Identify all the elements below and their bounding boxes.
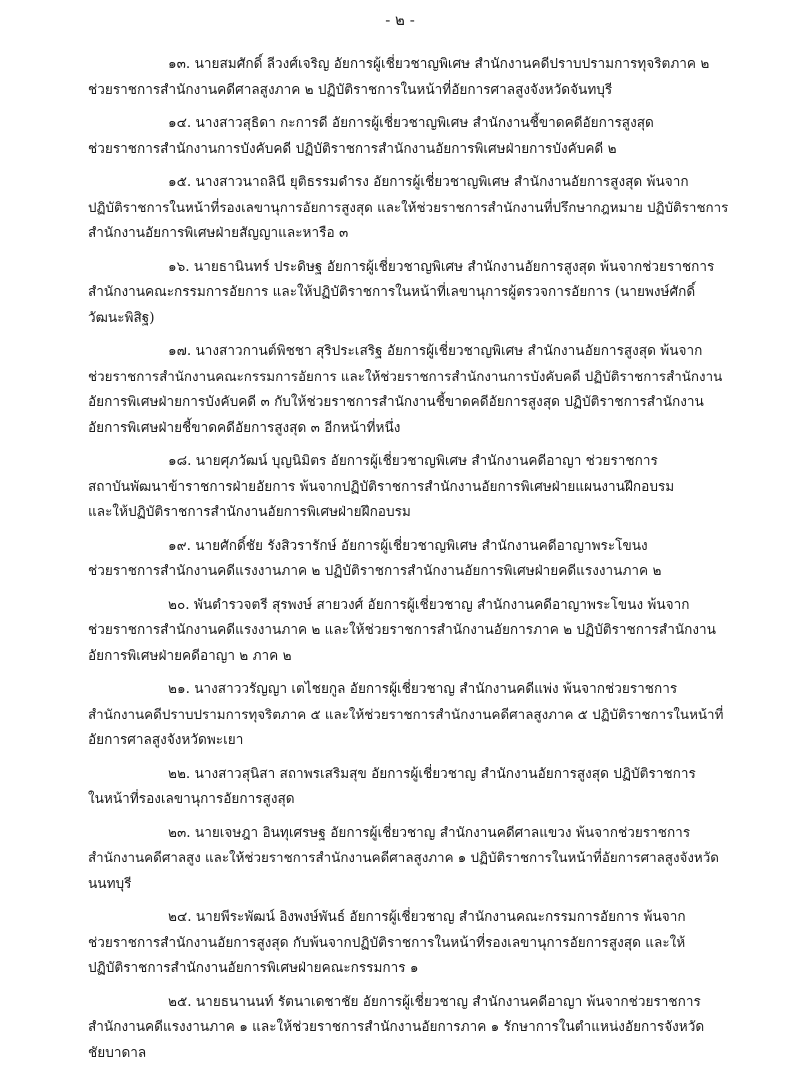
item-line: ๒๓. นายเจษฎา อินทุเศรษฐ อัยการผู้เชี่ยวชาญ สำนักงานคดีศาลแขวง พ้นจากช่วยราชการ: [168, 824, 691, 841]
list-item: [88, 677, 728, 754]
list-item: [88, 821, 728, 898]
list-item: [88, 905, 728, 982]
item-line: ช่วยราชการสำนักงานการบังคับคดี ปฏิบัติราชการสำนักงานอัยการพิเศษฝ่ายการบังคับคดี ๒: [88, 140, 617, 157]
list-item: [88, 339, 728, 441]
list-item: [88, 255, 728, 332]
item-line: สำนักงานคดีแรงงานภาค ๑ และให้ช่วยราชการสำนักงานอัยการภาค ๑ รักษาการในตำแหน่งอัยการจังหวัด: [88, 1019, 705, 1035]
item-line: ๑๓. นายสมศักดิ์ ลีวงศ์เจริญ อัยการผู้เชี่ยวชาญพิเศษ สำนักงานคดีปราบปรามการทุจริตภาค ๒: [168, 56, 710, 72]
document-body: [88, 52, 728, 1074]
list-item: [88, 111, 728, 162]
item-line: ๑๗. นางสาวกานต์พิชชา สุริประเสริฐ อัยการผู้เชี่ยวชาญพิเศษ สำนักงานอัยการสูงสุด พ้นจาก: [168, 343, 703, 359]
list-item: [88, 52, 728, 103]
item-line: สถาบันพัฒนาข้าราชการฝ่ายอัยการ พ้นจากปฏิบัติราชการสำนักงานอัยการพิเศษฝ่ายแผนงานฝึกอบรม: [88, 478, 675, 495]
item-line: ในหน้าที่รองเลขานุการอัยการสูงสุด: [88, 791, 295, 807]
list-item: [88, 762, 728, 813]
item-line: อัยการพิเศษฝ่ายชี้ขาดคดีอัยการสูงสุด ๓ อีกหน้าที่หนึ่ง: [88, 419, 401, 436]
item-line: ๑๖. นายธานินทร์ ประดิษฐ อัยการผู้เชี่ยวชาญพิเศษ สำนักงานอัยการสูงสุด พ้นจากช่วยราชการ: [168, 258, 715, 275]
list-item: [88, 593, 728, 670]
item-line: ๒๐. พันตำรวจตรี สุรพงษ์ สายวงศ์ อัยการผู้เชี่ยวชาญ สำนักงานคดีอาญาพระโขนง พ้นจาก: [168, 596, 690, 613]
item-line: ชัยบาดาล: [88, 1044, 147, 1061]
item-line: ๑๔. นางสาวสุธิดา กะการดี อัยการผู้เชี่ยวชาญพิเศษ สำนักงานชี้ขาดคดีอัยการสูงสุด: [168, 115, 654, 131]
item-line: สำนักงานอัยการพิเศษฝ่ายสัญญาและหารือ ๓: [88, 225, 349, 241]
item-line: ปฏิบัติราชการในหน้าที่รองเลขานุการอัยการสูงสุด และให้ช่วยราชการสำนักงานที่ปรึกษากฎหมาย ปฏิบัติราชการ: [88, 200, 729, 216]
page-number: - ๒ -: [385, 11, 415, 29]
item-line: ๒๔. นายพีระพัฒน์ อิงพงษ์พันธ์ อัยการผู้เชี่ยวชาญ สำนักงานคณะกรรมการอัยการ พ้นจาก: [168, 909, 686, 925]
list-item: [88, 990, 728, 1067]
item-line: ๑๕. นางสาวนาถลินี ยุติธรรมดำรง อัยการผู้เชี่ยวชาญพิเศษ สำนักงานอัยการสูงสุด พ้นจาก: [168, 174, 689, 190]
item-line: ๑๘. นายศุภวัฒน์ บุญนิมิตร อัยการผู้เชี่ยวชาญพิเศษ สำนักงานคดีอาญา ช่วยราชการ: [168, 453, 658, 469]
item-line: ช่วยราชการสำนักงานอัยการสูงสุด กับพ้นจากปฏิบัติราชการในหน้าที่รองเลขานุการอัยการสูงสุด และให้: [88, 934, 686, 951]
item-line: ช่วยราชการสำนักงานคดีแรงงานภาค ๒ ปฏิบัติราชการสำนักงานอัยการพิเศษฝ่ายคดีแรงงานภาค ๒: [88, 563, 662, 579]
item-line: อัยการพิเศษฝ่ายคดีอาญา ๒ ภาค ๒: [88, 647, 292, 664]
item-line: ๒๒. นางสาวสุนิสา สถาพรเสริมสุข อัยการผู้เชี่ยวชาญ สำนักงานอัยการสูงสุด ปฏิบัติราชการ: [168, 765, 696, 782]
item-line: วัฒนะพิสิฐ): [88, 309, 155, 326]
list-item: [88, 449, 728, 526]
list-item: [88, 534, 728, 585]
list-item: [88, 170, 728, 247]
item-line: นนทบุรี: [88, 875, 132, 892]
item-line: สำนักงานคณะกรรมการอัยการ และให้ปฏิบัติราชการในหน้าที่เลขานุการผู้ตรวจการอัยการ (นายพงษ์ศักดิ์: [88, 284, 696, 300]
item-line: อัยการศาลสูงจังหวัดพะเยา: [88, 732, 244, 748]
item-line: ช่วยราชการสำนักงานคณะกรรมการอัยการ และให้ช่วยราชการสำนักงานการบังคับคดี ปฏิบัติราชการสำนักงาน: [88, 369, 723, 385]
item-line: ปฏิบัติราชการสำนักงานอัยการพิเศษฝ่ายคณะกรรมการ ๑: [88, 960, 419, 976]
item-line: ๑๙. นายศักดิ์ชัย รังสิวรารักษ์ อัยการผู้เชี่ยวชาญพิเศษ สำนักงานคดีอาญาพระโขนง: [168, 537, 648, 554]
item-line: อัยการพิเศษฝ่ายการบังคับคดี ๓ กับให้ช่วยราชการสำนักงานชี้ขาดคดีอัยการสูงสุด ปฏิบัติราชการสำนักงาน: [88, 394, 704, 410]
item-line: ๒๑. นางสาววรัญญา เตไชยกูล อัยการผู้เชี่ยวชาญ สำนักงานคดีแพ่ง พ้นจากช่วยราชการ: [168, 681, 678, 697]
item-line: ๒๕. นายธนานนท์ รัตนาเดชาชัย อัยการผู้เชี่ยวชาญ สำนักงานคดีอาญา พ้นจากช่วยราชการ: [168, 993, 701, 1010]
item-line: สำนักงานคดีศาลสูง และให้ช่วยราชการสำนักงานคดีศาลสูงภาค ๑ ปฏิบัติราชการในหน้าที่อัยการศาลสูงจังหวัด: [88, 851, 719, 866]
item-line: สำนักงานคดีปราบปรามการทุจริตภาค ๕ และให้ช่วยราชการสำนักงานคดีศาลสูงภาค ๕ ปฏิบัติราชการในหน้าที่: [88, 707, 724, 723]
item-line: ช่วยราชการสำนักงานคดีแรงงานภาค ๒ และให้ช่วยราชการสำนักงานอัยการภาค ๒ ปฏิบัติราชการสำนักงาน: [88, 622, 716, 638]
item-line: และให้ปฏิบัติราชการสำนักงานอัยการพิเศษฝ่ายฝึกอบรม: [88, 504, 411, 520]
item-line: ช่วยราชการสำนักงานคดีศาลสูงภาค ๒ ปฏิบัติราชการในหน้าที่อัยการศาลสูงจังหวัดจันทบุรี: [88, 81, 613, 98]
